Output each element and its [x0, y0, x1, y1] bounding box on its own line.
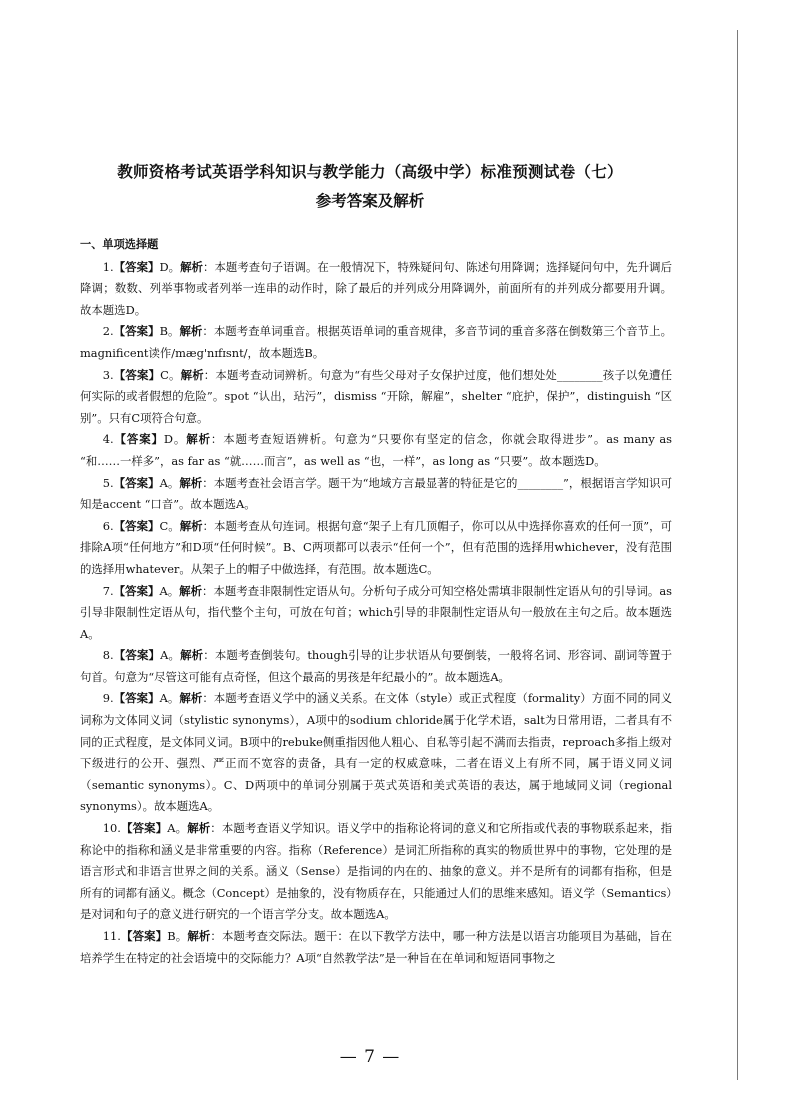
answer-item: 4.【答案】D。解析：本题考查短语辨析。句意为“只要你有坚定的信念，你就会取得进步”。as many as “和……一样多”，as far as “就……而言”，as well as “也，一样”，as long as “只要”。故本题选D。 — [80, 432, 672, 468]
answer-choice: D。 — [163, 432, 187, 447]
answer-item: 11.【答案】B。解析：本题考查交际法。题干：在以下教学方法中，哪一种方法是以语言功能项目为基础，旨在培养学生在特定的社会语境中的交际能力？A项“自然教学法”是一种旨在在单词和短语同事物之 — [80, 929, 672, 965]
section-heading: 一、单项选择题 — [80, 238, 159, 251]
answer-label: 【答案】 — [113, 583, 160, 598]
answer-choice: A。 — [160, 648, 181, 663]
answer-label: 【答案】 — [113, 518, 160, 533]
page-number: — 7 — — [339, 1047, 401, 1067]
answer-label: 【答案】 — [113, 691, 160, 706]
answer-item: 5.【答案】A。解析：本题考查社会语言学。题干为“地域方言最显著的特征是它的________”，根据语言学知识可知是accent “口音”。故本题选A。 — [80, 475, 672, 512]
explanation-label: 解析 — [179, 691, 203, 706]
explanation-text: ：本题考查短语辨析。句意为“只要你有坚定的信念，你就会取得进步”。as many as “和……一样多”，as far as “就……而言”，as well as “也，一样”，as long as “只要”。故本题选D。 — [80, 432, 672, 468]
answer-label: 【答案】 — [113, 259, 160, 274]
answer-item: 10.【答案】A。解析：本题考查语义学知识。语义学中的指称论将词的意义和它所指或代表的事物联系起来，指称论中的指称和涵义是非常重要的内容。指称（Reference）是词汇所指称的真实的物质世界中的事物，它处理的是语言形式和非语言世界之间的关系。涵义（Sense）是指词的内在的、抽象的意义。并不是所有的词都有指称，但是所有的词都有涵义。概念（Concept）是抽象的，没有物质存在，只能通过人们的思维来感知。语义学（Semantics）是对词和句子的意义进行研究的一个语言学分支。故本题选A。 — [80, 821, 672, 922]
document-title: 教师资格考试英语学科知识与教学能力（高级中学）标准预测试卷（七） — [117, 163, 623, 181]
explanation-label: 解析 — [187, 821, 211, 836]
answer-choice: C。 — [160, 367, 181, 382]
answer-label: 【答案】 — [113, 324, 160, 339]
answer-choice: A。 — [167, 821, 188, 836]
explanation-label: 解析 — [179, 518, 203, 533]
answer-item: 9.【答案】A。解析：本题考查语义学中的涵义关系。在文体（style）或正式程度（formality）方面不同的同义词称为文体同义词（stylistic synonyms），A项中的sodium chloride属于化学术语，salt为日常用语，二者具有不同的正式程度，是文体同义词。B项中的rebuke侧重指因他人粗心、自私等引起不满而去指责，reproach多指上级对下级进行的公开、强烈、严正而不宽容的责备，具有一定的权威意味，二者在语义上有所不同，属于语义同义词（semantic synonyms）。C、D两项中的单词分别属于英式英语和美式英语的表达，属于地域同义词（regional synonyms）。故本题选A。 — [80, 691, 672, 814]
answer-label: 【答案】 — [113, 648, 161, 663]
answer-item: 1.【答案】D。解析：本题考查句子语调。在一般情况下，特殊疑问句、陈述句用降调；选择疑问句中，先升调后降调；数数、列举事物或者列举一连串的动作时，除了最后的并列成分用降调外，前面所有的并列成分都要用升调。故本题选D。 — [80, 259, 672, 317]
answer-choice: B。 — [167, 929, 188, 943]
answer-content — [80, 234, 672, 969]
explanation-text: ：本题考查单词重音。根据英语单词的重音规律，多音节词的重音多落在倒数第三个音节上。magnificent读作/mæg'nɪfɪsnt/，故本题选B。 — [80, 324, 672, 360]
answer-item: 8.【答案】A。解析：本题考查倒装句。though引导的让步状语从句要倒装，一般将名词、形容词、副词等置于句首。句意为“尽管这可能有点奇怪，但这个最高的男孩是年纪最小的”。故本题选A。 — [80, 648, 672, 684]
answer-item: 2.【答案】B。解析：本题考查单词重音。根据英语单词的重音规律，多音节词的重音多落在倒数第三个音节上。magnificent读作/mæg'nɪfɪsnt/，故本题选B。 — [80, 324, 672, 360]
answer-label: 【答案】 — [113, 432, 164, 447]
explanation-text: ：本题考查非限制性定语从句。分析句子成分可知空格处需填非限制性定语从句的引导词。as引导非限制性定语从句，指代整个主句，可放在句首；which引导的非限制性定语从句一般放在主句之后。故本题选A。 — [80, 583, 672, 641]
explanation-label: 解析 — [179, 324, 203, 339]
answer-item: 3.【答案】C。解析：本题考查动词辨析。句意为“有些父母对子女保护过度，他们想处处________孩子以免遭任何实际的或者假想的危险”。spot “认出，玷污”，dismiss “开除，解雇”，shelter “庇护，保护”，distinguish “区别”。只有C项符合句意。 — [80, 367, 672, 425]
answer-label: 【答案】 — [113, 367, 161, 382]
explanation-text: ：本题考查从句连词。根据句意“架子上有几顶帽子，你可以从中选择你喜欢的任何一顶”，可排除A项“任何地方”和D项“任何时候”。B、C两项都可以表示“任何一个”，但有范围的选择用whichever，没有范围的选择用whatever。从架子上的帽子中做选择，有范围。故本题选C。 — [80, 518, 672, 576]
explanation-label: 解析 — [186, 432, 211, 447]
explanation-text: ：本题考查倒装句。though引导的让步状语从句要倒装，一般将名词、形容词、副词等置于句首。句意为“尽管这可能有点奇怪，但这个最高的男孩是年纪最小的”。故本题选A。 — [80, 648, 672, 684]
explanation-label: 解析 — [187, 929, 211, 943]
document-subtitle: 参考答案及解析 — [315, 192, 425, 210]
explanation-label: 解析 — [180, 367, 204, 382]
answer-choice: A。 — [159, 475, 180, 490]
answer-choice: D。 — [159, 259, 181, 274]
answer-choice: A。 — [159, 691, 180, 706]
explanation-label: 解析 — [180, 259, 203, 274]
margin-rule — [737, 30, 738, 1080]
explanation-text: ：本题考查动词辨析。句意为“有些父母对子女保护过度，他们想处处________孩子以免遭任何实际的或者假想的危险”。spot “认出，玷污”，dismiss “开除，解雇”，shelter “庇护，保护”，distinguish “区别”。只有C项符合句意。 — [80, 367, 672, 425]
answer-choice: B。 — [159, 324, 180, 339]
explanation-label: 解析 — [179, 583, 203, 598]
answer-item: 6.【答案】C。解析：本题考查从句连词。根据句意“架子上有几顶帽子，你可以从中选择你喜欢的任何一顶”，可排除A项“任何地方”和D项“任何时候”。B、C两项都可以表示“任何一个”，但有范围的选择用whichever，没有范围的选择用whatever。从架子上的帽子中做选择，有范围。故本题选C。 — [80, 518, 672, 576]
explanation-text: ：本题考查句子语调。在一般情况下，特殊疑问句、陈述句用降调；选择疑问句中，先升调后降调；数数、列举事物或者列举一连串的动作时，除了最后的并列成分用降调外，前面所有的并列成分都要用升调。故本题选D。 — [80, 259, 672, 317]
explanation-text: ：本题考查社会语言学。题干为“地域方言最显著的特征是它的________”，根据语言学知识可知是accent “口音”。故本题选A。 — [80, 475, 672, 512]
explanation-label: 解析 — [179, 475, 203, 490]
answer-label: 【答案】 — [120, 929, 168, 943]
answer-choice: A。 — [159, 583, 180, 598]
answer-label: 【答案】 — [113, 475, 160, 490]
explanation-text: ：本题考查语义学知识。语义学中的指称论将词的意义和它所指或代表的事物联系起来，指称论中的指称和涵义是非常重要的内容。指称（Reference）是词汇所指称的真实的物质世界中的事物，它处理的是语言形式和非语言世界之间的关系。涵义（Sense）是指词的内在的、抽象的意义。并不是所有的词都有指称，但是所有的词都有涵义。概念（Concept）是抽象的，没有物质存在，只能通过人们的思维来感知。语义学（Semantics）是对词和句子的意义进行研究的一个语言学分支。故本题选A。 — [80, 821, 672, 922]
explanation-label: 解析 — [180, 648, 204, 663]
answer-item: 7.【答案】A。解析：本题考查非限制性定语从句。分析句子成分可知空格处需填非限制性定语从句的引导词。as引导非限制性定语从句，指代整个主句，可放在句首；which引导的非限制性定语从句一般放在主句之后。故本题选A。 — [80, 583, 672, 641]
explanation-text: ：本题考查语义学中的涵义关系。在文体（style）或正式程度（formality）方面不同的同义词称为文体同义词（stylistic synonyms），A项中的sodium chloride属于化学术语，salt为日常用语，二者具有不同的正式程度，是文体同义词。B项中的rebuke侧重指因他人粗心、自私等引起不满而去指责，reproach多指上级对下级进行的公开、强烈、严正而不宽容的责备，具有一定的权威意味，二者在语义上有所不同，属于语义同义词（semantic synonyms）。C、D两项中的单词分别属于英式英语和美式英语的表达，属于地域同义词（regional synonyms）。故本题选A。 — [80, 691, 672, 814]
answer-label: 【答案】 — [120, 821, 168, 836]
explanation-text: ：本题考查交际法。题干：在以下教学方法中，哪一种方法是以语言功能项目为基础，旨在培养学生在特定的社会语境中的交际能力？A项“自然教学法”是一种旨在在单词和短语同事物之 — [80, 929, 672, 965]
answer-choice: C。 — [159, 518, 180, 533]
